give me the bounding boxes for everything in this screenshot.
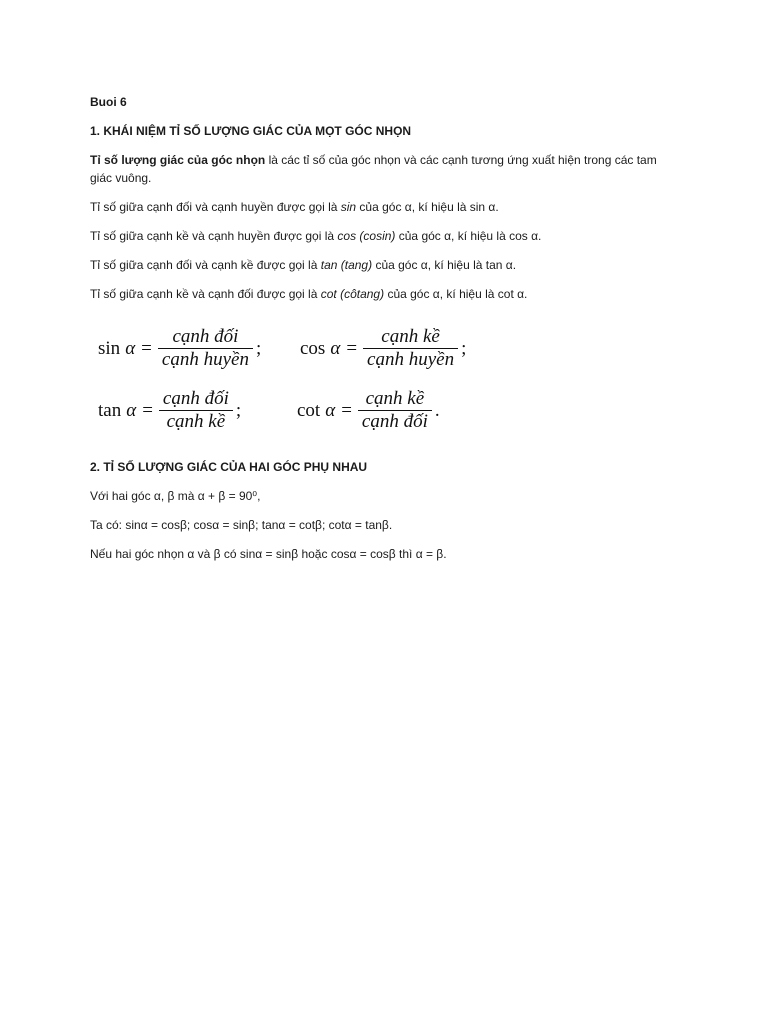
formula-sin-equals: = — [141, 337, 152, 359]
formula-tan-numerator: cạnh đối — [162, 388, 229, 409]
section-2-heading: 2. TỈ SỐ LƯỢNG GIÁC CỦA HAI GÓC PHỤ NHAU — [90, 460, 368, 474]
ratio-cot-text-after: của góc α, kí hiệu là cot α. — [384, 287, 528, 301]
formula-cos-equals: = — [346, 337, 358, 359]
ratio-cot-name: cot (côtang) — [320, 287, 385, 301]
lesson-title: Buoi 6 — [90, 95, 127, 109]
ratio-tan-text-after: của góc α, kí hiệu là tan α. — [372, 258, 517, 272]
section-1-heading: 1. KHÁI NIỆM TỈ SỐ LƯỢNG GIÁC CỦA MỌT GÓC NHỌN — [90, 124, 412, 138]
ratio-cos-text-before: Tỉ số giữa cạnh kề và cạnh huyền được gọi là — [90, 229, 338, 243]
formula-tan-variable: α — [126, 399, 137, 421]
formula-tan-punctuation: ; — [235, 399, 242, 421]
formula-cot-variable: α — [325, 399, 336, 421]
definition-text: là các tỉ số của góc nhọn và các cạnh tương ứng xuất hiện trong các tam giác vuông. — [90, 153, 657, 185]
equal-angles-statement: Nếu hai góc nhọn α và β có sinα = sinβ hoặc cosα = cosβ thì α = β. — [90, 547, 447, 561]
formula-block — [90, 314, 510, 447]
ratio-cot-paragraph — [90, 285, 666, 303]
complementary-identities: Ta có: sinα = cosβ; cosα = sinβ; tanα = cotβ; cotα = tanβ. — [90, 518, 393, 532]
formula-cos-fraction — [363, 326, 458, 371]
formula-sin-numerator: cạnh đối — [172, 326, 239, 347]
formula-cos-denominator: cạnh huyền — [367, 349, 455, 370]
ratio-tan-text-before: Tỉ số giữa cạnh đối và cạnh kề được gọi là — [90, 258, 321, 272]
formula-cot-function: cot — [297, 399, 321, 421]
formula-cos — [300, 326, 466, 371]
ratio-cot-text-before: Tỉ số giữa cạnh kề và cạnh đối được gọi là — [90, 287, 321, 301]
ratio-tan-name: tan (tang) — [320, 258, 373, 272]
formula-tan — [98, 388, 241, 433]
formula-cos-punctuation: ; — [461, 337, 467, 359]
formula-cos-variable: α — [330, 337, 341, 359]
formula-sin-function: sin — [98, 337, 121, 359]
formula-cot-denominator: cạnh đối — [361, 411, 428, 432]
ratio-cos-paragraph — [90, 227, 666, 245]
formula-sin-fraction — [158, 326, 253, 371]
ratio-sin-text-before: Tỉ số giữa cạnh đối và cạnh huyền được gọi là — [90, 200, 341, 214]
ratio-sin-paragraph — [90, 198, 666, 216]
formula-tan-denominator: cạnh kề — [166, 411, 226, 432]
definition-term: Tỉ số lượng giác của góc nhọn — [90, 153, 266, 167]
formula-sin — [98, 326, 261, 371]
ratio-cos-name: cos (cosin) — [337, 229, 396, 243]
formula-cos-function: cos — [300, 337, 326, 359]
formula-tan-function: tan — [98, 399, 122, 421]
formula-sin-denominator: cạnh huyền — [161, 349, 249, 370]
ratio-cos-text-after: của góc α, kí hiệu là cos α. — [395, 229, 542, 243]
ratio-sin-name: sin — [340, 200, 357, 214]
definition-paragraph — [90, 151, 666, 187]
formula-sin-punctuation: ; — [255, 337, 262, 359]
ratio-tan-paragraph — [90, 256, 666, 274]
formula-tan-equals: = — [142, 399, 153, 421]
formula-sin-variable: α — [125, 337, 136, 359]
formula-cot-punctuation: . — [434, 399, 440, 421]
complementary-angles-statement: Với hai góc α, β mà α + β = 90⁰, — [90, 489, 261, 503]
formula-cot-equals: = — [341, 399, 352, 421]
formula-cos-numerator: cạnh kề — [381, 326, 440, 347]
formula-tan-fraction — [159, 388, 233, 433]
ratio-sin-text-after: của góc α, kí hiệu là sin α. — [356, 200, 499, 214]
formula-cot-numerator: cạnh kề — [365, 388, 425, 409]
formula-cot-fraction — [358, 388, 432, 433]
formula-cot — [297, 388, 440, 433]
